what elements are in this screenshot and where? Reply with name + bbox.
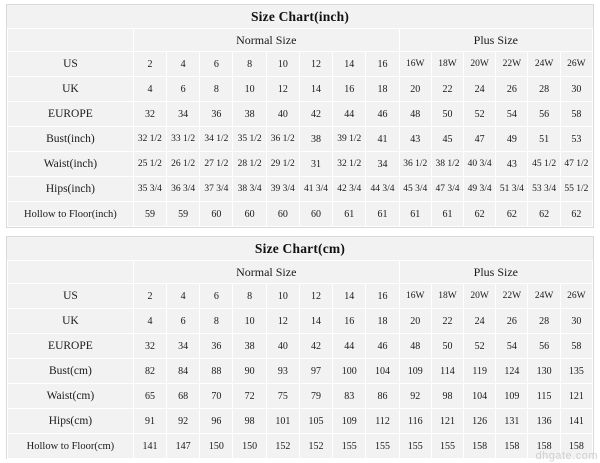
cell: 29 1/2	[266, 152, 299, 177]
cell: 84	[167, 359, 200, 384]
cell: 16	[366, 52, 399, 77]
cell: 56	[528, 102, 560, 127]
table-row	[8, 202, 593, 227]
cell: 124	[496, 359, 528, 384]
cell: 60	[233, 202, 266, 227]
row-label-bust: Bust(inch)	[8, 127, 134, 152]
cell: 155	[399, 434, 431, 459]
cell: 34	[167, 334, 200, 359]
cell: 18W	[431, 284, 463, 309]
cell: 33 1/2	[167, 127, 200, 152]
cell: 47	[464, 127, 496, 152]
cell: 75	[266, 384, 299, 409]
cell: 37 3/4	[200, 177, 233, 202]
row-label-hips: Hips(inch)	[8, 177, 134, 202]
group-header-normal-size: Normal Size	[133, 261, 399, 284]
row-label-hips: Hips(cm)	[8, 409, 134, 434]
cell: 28 1/2	[233, 152, 266, 177]
row-label-waist: Waist(inch)	[8, 152, 134, 177]
cell: 34	[366, 152, 399, 177]
cell: 22W	[496, 284, 528, 309]
table-row	[8, 334, 593, 359]
cell: 150	[200, 434, 233, 459]
cell: 4	[167, 52, 200, 77]
cell: 49 3/4	[464, 177, 496, 202]
cell: 10	[233, 77, 266, 102]
cell: 90	[233, 359, 266, 384]
row-label-us: US	[8, 52, 134, 77]
cell: 14	[333, 284, 366, 309]
cell: 36	[200, 334, 233, 359]
cell: 47 1/2	[560, 152, 592, 177]
cell: 52	[464, 334, 496, 359]
cell: 8	[200, 309, 233, 334]
cell: 58	[560, 102, 592, 127]
cell: 109	[399, 359, 431, 384]
cell: 158	[464, 434, 496, 459]
cell: 83	[333, 384, 366, 409]
cell: 60	[299, 202, 332, 227]
cell: 36	[200, 102, 233, 127]
cell: 155	[333, 434, 366, 459]
cell: 62	[528, 202, 560, 227]
cell: 61	[431, 202, 463, 227]
cell: 42 3/4	[333, 177, 366, 202]
cell: 121	[560, 384, 592, 409]
cell: 141	[133, 434, 166, 459]
cell: 53 3/4	[528, 177, 560, 202]
cell: 36 3/4	[167, 177, 200, 202]
cell: 24	[464, 309, 496, 334]
cell: 34	[167, 102, 200, 127]
cell: 50	[431, 334, 463, 359]
cell: 51	[528, 127, 560, 152]
cell: 14	[299, 309, 332, 334]
cell: 100	[333, 359, 366, 384]
cell: 26 1/2	[167, 152, 200, 177]
cell: 22	[431, 77, 463, 102]
cell: 44 3/4	[366, 177, 399, 202]
cell: 42	[299, 102, 332, 127]
table-row	[8, 409, 593, 434]
cell: 62	[560, 202, 592, 227]
cell: 44	[333, 102, 366, 127]
cell: 24W	[528, 52, 560, 77]
cell: 136	[528, 409, 560, 434]
cell: 91	[133, 409, 166, 434]
cell: 52	[464, 102, 496, 127]
cell: 25 1/2	[133, 152, 166, 177]
cell: 56	[528, 334, 560, 359]
cell: 14	[299, 77, 332, 102]
cell: 26	[496, 309, 528, 334]
row-label-hollow-to-floor: Hollow to Floor(inch)	[8, 202, 134, 227]
cell: 38	[233, 102, 266, 127]
table-row	[8, 77, 593, 102]
cell: 155	[431, 434, 463, 459]
cell: 45	[431, 127, 463, 152]
cell: 54	[496, 334, 528, 359]
cell: 2	[133, 284, 166, 309]
cell: 158	[496, 434, 528, 459]
cell: 20	[399, 309, 431, 334]
cell: 16W	[399, 52, 431, 77]
row-label-europe: EUROPE	[8, 334, 134, 359]
cell: 109	[333, 409, 366, 434]
table-row	[8, 52, 593, 77]
size-table-cm	[7, 260, 593, 459]
cell: 39 3/4	[266, 177, 299, 202]
cell: 38	[233, 334, 266, 359]
cell: 32 1/2	[133, 127, 166, 152]
watermark-text: dhgate.com	[535, 450, 598, 462]
cell: 158	[528, 434, 560, 459]
cell: 93	[266, 359, 299, 384]
cell: 131	[496, 409, 528, 434]
cell: 119	[464, 359, 496, 384]
cell: 22W	[496, 52, 528, 77]
cell: 18W	[431, 52, 463, 77]
chart-title-inch: Size Chart(inch)	[250, 9, 350, 24]
table-wrapper-cm	[7, 260, 593, 459]
cell: 98	[233, 409, 266, 434]
cell: 27 1/2	[200, 152, 233, 177]
cell: 121	[431, 409, 463, 434]
cell: 40 3/4	[464, 152, 496, 177]
cell: 6	[167, 309, 200, 334]
cell: 45 1/2	[528, 152, 560, 177]
cell: 28	[528, 77, 560, 102]
size-table-inch	[7, 28, 593, 227]
cell: 105	[299, 409, 332, 434]
cell: 45 3/4	[399, 177, 431, 202]
cell: 130	[528, 359, 560, 384]
cell: 39 1/2	[333, 127, 366, 152]
cell: 16W	[399, 284, 431, 309]
row-label-europe: EUROPE	[8, 102, 134, 127]
row-label-uk: UK	[8, 309, 134, 334]
cell: 12	[299, 52, 332, 77]
cell: 60	[200, 202, 233, 227]
group-header-blank	[8, 29, 134, 52]
cell: 10	[233, 309, 266, 334]
cell: 48	[399, 102, 431, 127]
cell: 35 1/2	[233, 127, 266, 152]
cell: 68	[167, 384, 200, 409]
table-row	[8, 152, 593, 177]
cell: 61	[399, 202, 431, 227]
cell: 12	[266, 309, 299, 334]
cell: 18	[366, 77, 399, 102]
cell: 43	[399, 127, 431, 152]
cell: 155	[366, 434, 399, 459]
cell: 40	[266, 334, 299, 359]
cell: 53	[560, 127, 592, 152]
table-row	[8, 359, 593, 384]
cell: 112	[366, 409, 399, 434]
cell: 96	[200, 409, 233, 434]
cell: 50	[431, 102, 463, 127]
cell: 36 1/2	[266, 127, 299, 152]
row-label-us: US	[8, 284, 134, 309]
cell: 38	[299, 127, 332, 152]
cell: 61	[366, 202, 399, 227]
cell: 48	[399, 334, 431, 359]
cell: 22	[431, 309, 463, 334]
cell: 26	[496, 77, 528, 102]
cell: 152	[299, 434, 332, 459]
cell: 47 3/4	[431, 177, 463, 202]
table-group-header-row	[8, 29, 593, 52]
cell: 38 3/4	[233, 177, 266, 202]
cell: 42	[299, 334, 332, 359]
size-chart-cm-block	[6, 236, 594, 459]
cell: 6	[200, 284, 233, 309]
group-header-plus-size: Plus Size	[399, 29, 592, 52]
table-row	[8, 127, 593, 152]
row-label-bust: Bust(cm)	[8, 359, 134, 384]
cell: 26W	[560, 52, 592, 77]
cell: 36 1/2	[399, 152, 431, 177]
cell: 12	[299, 284, 332, 309]
cell: 51 3/4	[496, 177, 528, 202]
table-row	[8, 309, 593, 334]
cell: 62	[496, 202, 528, 227]
cell: 32 1/2	[333, 152, 366, 177]
cell: 41	[366, 127, 399, 152]
cell: 6	[200, 52, 233, 77]
cell: 86	[366, 384, 399, 409]
cell: 62	[464, 202, 496, 227]
cell: 116	[399, 409, 431, 434]
cell: 16	[333, 309, 366, 334]
cell: 104	[366, 359, 399, 384]
cell: 4	[167, 284, 200, 309]
cell: 6	[167, 77, 200, 102]
table-row	[8, 102, 593, 127]
cell: 158	[560, 434, 592, 459]
cell: 16	[366, 284, 399, 309]
cell: 104	[464, 384, 496, 409]
cell: 18	[366, 309, 399, 334]
table-row	[8, 384, 593, 409]
cell: 65	[133, 384, 166, 409]
cell: 59	[133, 202, 166, 227]
cell: 30	[560, 77, 592, 102]
cell: 10	[266, 52, 299, 77]
cell: 8	[233, 52, 266, 77]
cell: 46	[366, 102, 399, 127]
cell: 72	[233, 384, 266, 409]
cell: 141	[560, 409, 592, 434]
cell: 32	[133, 102, 166, 127]
cell: 14	[333, 52, 366, 77]
cell: 147	[167, 434, 200, 459]
cell: 8	[233, 284, 266, 309]
cell: 98	[431, 384, 463, 409]
cell: 31	[299, 152, 332, 177]
cell: 54	[496, 102, 528, 127]
cell: 114	[431, 359, 463, 384]
cell: 152	[266, 434, 299, 459]
cell: 44	[333, 334, 366, 359]
cell: 8	[200, 77, 233, 102]
cell: 59	[167, 202, 200, 227]
cell: 20W	[464, 52, 496, 77]
size-chart-inch-block	[6, 4, 594, 228]
cell: 30	[560, 309, 592, 334]
cell: 101	[266, 409, 299, 434]
row-label-waist: Waist(cm)	[8, 384, 134, 409]
row-label-uk: UK	[8, 77, 134, 102]
group-header-plus-size: Plus Size	[399, 261, 592, 284]
cell: 16	[333, 77, 366, 102]
group-header-normal-size: Normal Size	[133, 29, 399, 52]
cell: 46	[366, 334, 399, 359]
cell: 32	[133, 334, 166, 359]
row-label-hollow-to-floor: Hollow to Floor(cm)	[8, 434, 134, 459]
cell: 109	[496, 384, 528, 409]
cell: 88	[200, 359, 233, 384]
cell: 34 1/2	[200, 127, 233, 152]
table-wrapper-inch	[7, 28, 593, 227]
cell: 41 3/4	[299, 177, 332, 202]
cell: 126	[464, 409, 496, 434]
cell: 82	[133, 359, 166, 384]
cell: 2	[133, 52, 166, 77]
cell: 115	[528, 384, 560, 409]
cell: 12	[266, 77, 299, 102]
chart-title-cm: Size Chart(cm)	[254, 241, 346, 256]
cell: 61	[333, 202, 366, 227]
cell: 20W	[464, 284, 496, 309]
cell: 150	[233, 434, 266, 459]
cell: 70	[200, 384, 233, 409]
cell: 35 3/4	[133, 177, 166, 202]
cell: 60	[266, 202, 299, 227]
cell: 97	[299, 359, 332, 384]
cell: 55 1/2	[560, 177, 592, 202]
cell: 79	[299, 384, 332, 409]
cell: 38 1/2	[431, 152, 463, 177]
cell: 26W	[560, 284, 592, 309]
table-row	[8, 434, 593, 459]
cell: 92	[399, 384, 431, 409]
table-group-header-row	[8, 261, 593, 284]
cell: 10	[266, 284, 299, 309]
cell: 135	[560, 359, 592, 384]
cell: 28	[528, 309, 560, 334]
cell: 24	[464, 77, 496, 102]
table-row	[8, 284, 593, 309]
cell: 43	[496, 152, 528, 177]
cell: 24W	[528, 284, 560, 309]
cell: 4	[133, 309, 166, 334]
cell: 4	[133, 77, 166, 102]
cell: 92	[167, 409, 200, 434]
group-header-blank	[8, 261, 134, 284]
cell: 40	[266, 102, 299, 127]
table-row	[8, 177, 593, 202]
cell: 20	[399, 77, 431, 102]
cell: 49	[496, 127, 528, 152]
cell: 58	[560, 334, 592, 359]
